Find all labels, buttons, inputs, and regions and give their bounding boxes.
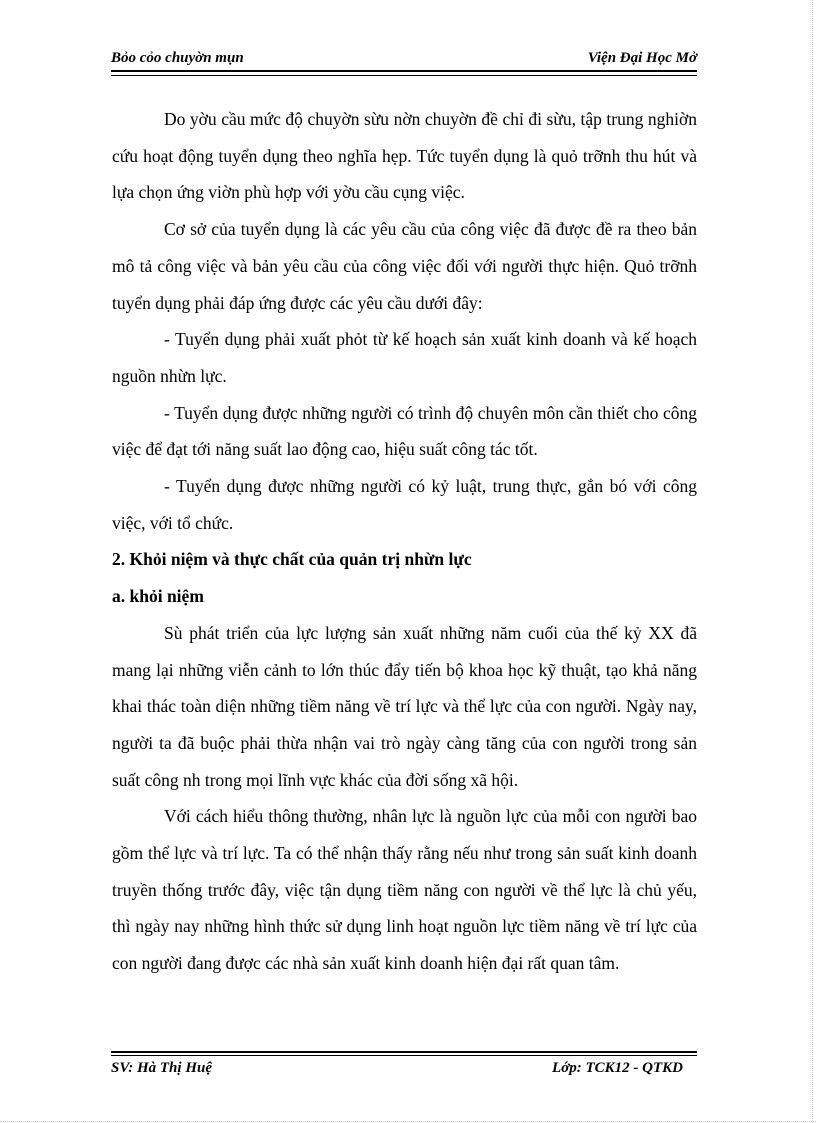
section-heading: 2. Khỏi niệm và thực chất của quản trị nhừn lực (112, 549, 472, 570)
footer-class: Lớp: TCK12 - QTKD (552, 1060, 683, 1076)
header-institution: Viện Đại Học Mở (587, 50, 697, 66)
header-report-title: Bỏo cỏo chuyờn mụn (111, 50, 244, 66)
paragraph-definition: Với cách hiểu thông thường, nhân lực là nguồn lực của mỗi con người bao gồm thể lực và trí lực. Ta có thể nhận thấy rằng nếu như trong sản suất kinh doanh truyền thống trước đây, việc tận dụng tiềm năng con người về thể lực là chủ yếu, thì ngày nay những hình thức sử dụng linh hoạt nguồn lực tiềm năng về trí lực của con người đang được các nhà sản xuất kinh doanh hiện đại rất quan tâm. (112, 806, 697, 974)
page-header (111, 50, 697, 72)
requirement-item-1: - Tuyển dụng phải xuất phỏt từ kế hoạch sản xuất kinh doanh và kế hoạch nguồn nhừn lực. (112, 329, 697, 386)
header-rule (111, 75, 697, 76)
document-body (112, 101, 697, 982)
page-boundary-bottom (0, 1121, 816, 1122)
footer-rule (111, 1051, 697, 1053)
footer-student: SV: Hà Thị Huệ (111, 1060, 212, 1076)
paragraph-development: Sù phát triển của lực lượng sản xuất những năm cuối của thế kỷ XX đã mang lại những viễn cảnh to lớn thúc đẩy tiến bộ khoa học kỹ thuật, tạo khả năng khai thác toàn diện những tiềm năng về trí lực và thể lực của con người. Ngày nay, người ta đã buộc phải thừa nhận vai trò ngày càng tăng của con người trong sản suất công nh trong mọi lĩnh vực khác của đời sống xã hội. (112, 622, 697, 790)
page-boundary-right (812, 0, 813, 1123)
sub-heading: a. khỏi niệm (112, 586, 204, 607)
page-footer (111, 1055, 697, 1077)
requirement-item-2: - Tuyển dụng được những người có trình độ chuyên môn cần thiết cho công việc để đạt tới năng suất lao động cao, hiệu suất công tác tốt. (112, 402, 697, 460)
requirement-item-3: - Tuyển dụng được những người có kỷ luật, trung thực, gắn bó với công việc, với tổ chức. (112, 476, 697, 533)
paragraph-scope: Do yờu cầu mức độ chuyờn sừu nờn chuyờn đề chỉ đi sừu, tập trung nghiờn cứu hoạt động tuyển dụng theo nghĩa hẹp. Tức tuyển dụng là quỏ trỡnh thu hút và lựa chọn ứng viờn phù hợp với yờu cầu cụng việc. (112, 109, 697, 203)
paragraph-basis: Cơ sở của tuyển dụng là các yêu cầu của công việc đã được đề ra theo bản mô tả công việc và bản yêu cầu của công việc đối với người thực hiện. Quỏ trỡnh tuyển dụng phải đáp ứng được các yêu cầu dưới đây: (112, 219, 697, 313)
